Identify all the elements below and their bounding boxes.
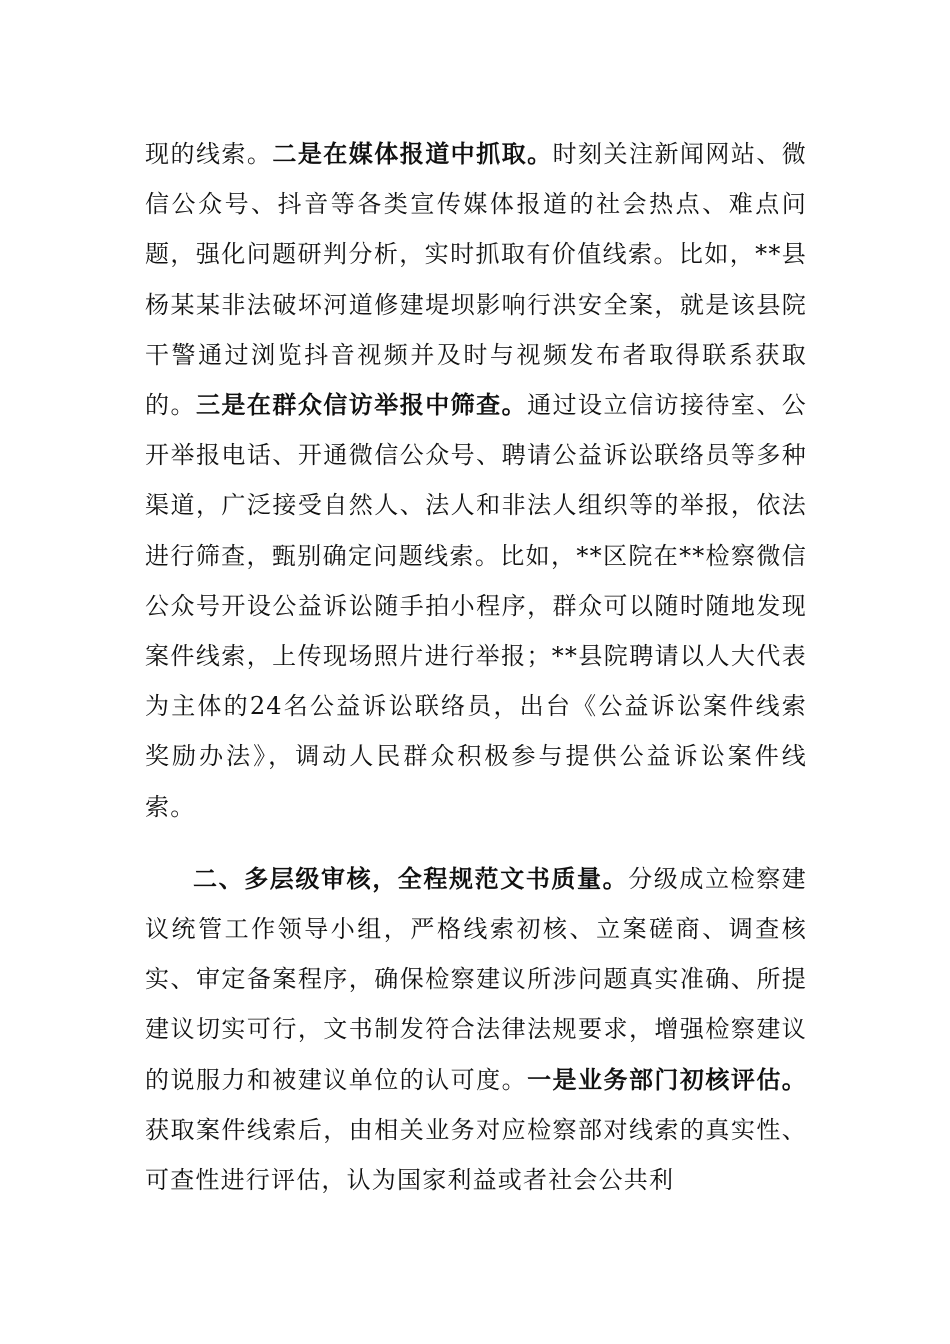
document-body [145,129,807,1205]
text-run: 时刻关注新闻网站、微信公众号、抖音等各类宣传媒体报道的社会热点、难点问题，强化问题研判分析，实时抓取有价值线索。比如，**县杨某某非法破坏河道修建堤坝影响行洪安全案，就是该县院干警通过浏览抖音视频并及时与视频发布者取得联系获取的。 [145,140,808,420]
text-run: 获取案件线索后，由相关业务对应检察部对线索的真实性、可查性进行评估，认为国家利益或者社会公共利 [145,1115,807,1195]
heading-initial-review: 一是业务部门初核评估。 [527,1064,807,1094]
heading-media-reports: 二是在媒体报道中抓取。 [272,139,553,168]
heading-petition-screening: 三是在群众信访举报中筛查。 [195,390,528,420]
paragraph-clue-sources [145,129,807,832]
paragraph-multilevel-review [145,854,807,1205]
section-heading-two: 二、多层级审核，全程规范文书质量。 [193,863,629,893]
text-run: 分级成立检察建议统管工作领导小组，严格线索初核、立案磋商、调查核实、审定备案程序，确保检察建议所涉问题真实准确、所提建议切实可行，文书制发符合法律法规要求，增强检察建议的说服力和被建议单位的认可度。 [145,864,807,1094]
text-run: 通过设立信访接待室、公开举报电话、开通微信公众号、聘请公益诉讼联络员等多种渠道，广泛接受自然人、法人和非法人组织等的举报，依法进行筛查，甄别确定问题线索。比如，**区院在**检察微信公众号开设公益诉讼随手拍小程序，群众可以随时随地发现案件线索，上传现场照片进行举报；**县院聘请以人大代表为主体的24名公益诉讼联络员，出台《公益诉讼案件线索奖励办法》，调动人民群众积极参与提供公益诉讼案件线索。 [145,391,808,821]
text-run: 现的线索。 [145,140,273,168]
